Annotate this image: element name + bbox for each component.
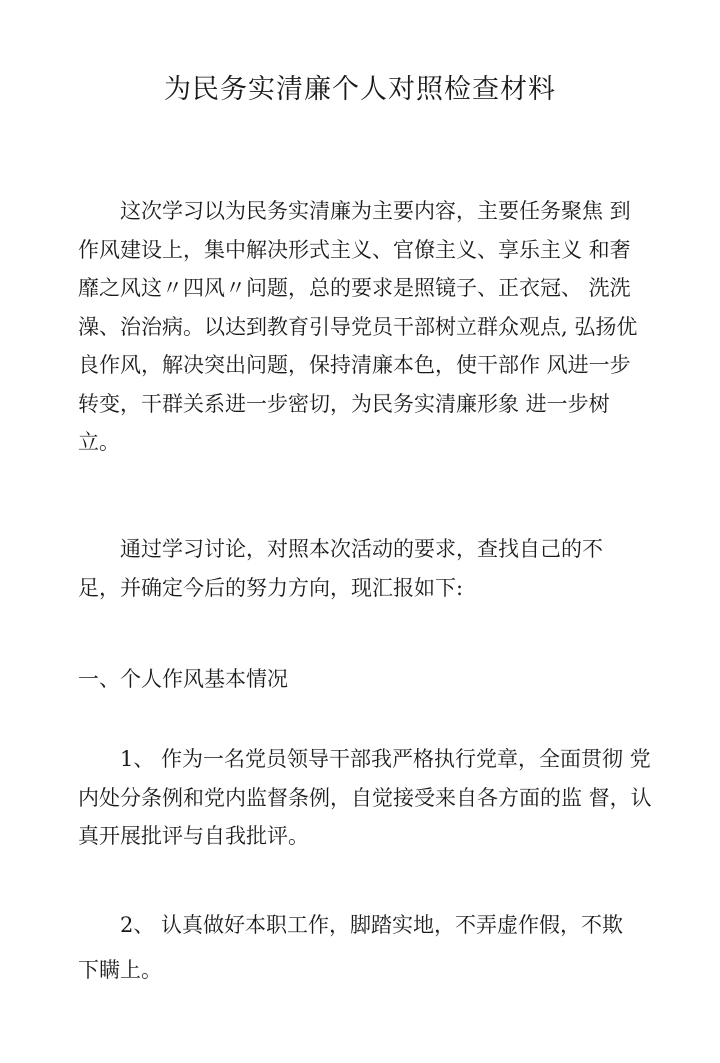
paragraph-line: 2、 认真做好本职工作，脚踏实地，不弄虚作假，不欺 xyxy=(120,913,624,937)
paragraph-line: 转变，干群关系进一步密切，为民务实清廉形象 进一步树 xyxy=(78,391,610,416)
paragraph-line: 内处分条例和党内监督条例，自觉接受来自各方面的监 督，认 xyxy=(78,785,652,810)
paragraph-line: 真开展批评与自我批评。 xyxy=(78,824,309,848)
paragraph-intro xyxy=(78,192,653,462)
paragraph-line: 这次学习以为民务实清廉为主要内容，主要任务聚焦 到 xyxy=(120,199,631,223)
paragraph-line: 立。 xyxy=(78,430,120,454)
paragraph-line: 作风建设上，集中解决形式主义、官僚主义、享乐主义 和奢 xyxy=(78,237,631,262)
paragraph-line: 1、 作为一名党员领导干部我严格执行党章，全面贯彻 党 xyxy=(120,747,651,771)
paragraph-line: 靡之风这〃四风〃问题，总的要求是照镜子、正衣冠、 洗洗 xyxy=(78,276,631,300)
paragraph-line: 足，并确定今后的努力方向，现汇报如下: xyxy=(78,575,464,600)
section-heading xyxy=(78,660,653,699)
section-heading-text: 一、个人作风基本情况 xyxy=(78,667,288,691)
paragraph-line: 下瞒上。 xyxy=(78,957,162,982)
paragraph-item-1 xyxy=(78,740,653,856)
paragraph-line: 澡、治治病。以达到教育引导党员干部树立群众观点, 弘扬优 xyxy=(78,314,638,339)
paragraph-summary xyxy=(78,530,653,607)
paragraph-line: 通过学习讨论，对照本次活动的要求，查找自己的不 xyxy=(120,537,603,561)
document-title: 为民务实清廉个人对照检查材料 xyxy=(164,74,556,105)
paragraph-item-2 xyxy=(78,906,653,989)
paragraph-line: 良作风，解决突出问题，保持清廉本色，使干部作 风进一步 xyxy=(78,353,631,377)
